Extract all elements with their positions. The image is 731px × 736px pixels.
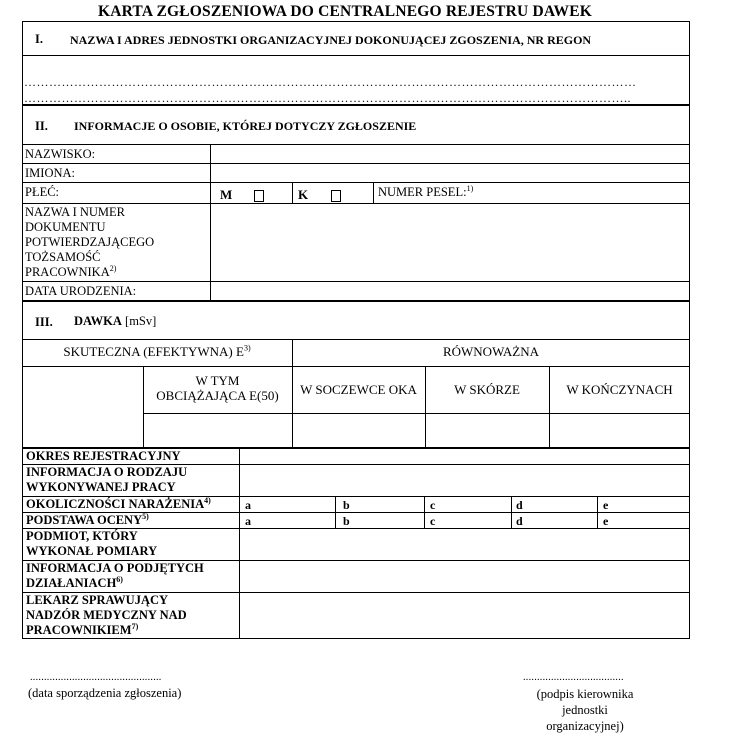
- sex-male-checkbox[interactable]: [254, 187, 264, 205]
- surname-label: NAZWISKO:: [25, 147, 96, 161]
- committed-dose-line: W TYM: [195, 373, 240, 388]
- assessment-basis-text: PODSTAWA OCENY: [26, 513, 143, 527]
- measurement-entity-label: [26, 529, 157, 559]
- pesel-footnote: 1): [466, 183, 474, 193]
- extremities-field[interactable]: [550, 414, 689, 447]
- medical-supervisor-footnote: 7): [131, 621, 139, 631]
- effective-dose-field[interactable]: [23, 367, 142, 447]
- actions-taken-field[interactable]: [240, 561, 689, 592]
- pesel-field[interactable]: [500, 183, 689, 202]
- exposure-option-e[interactable]: e: [603, 498, 609, 512]
- sex-female-label: K: [298, 187, 309, 202]
- measurement-entity-line: PODMIOT, KTÓRY: [26, 529, 138, 543]
- section-1-fill-line-1[interactable]: …………………………………………………………………………………………………………………………………: [24, 75, 637, 89]
- identity-document-line: PRACOWNIKA: [25, 265, 110, 279]
- basis-option-b[interactable]: b: [343, 514, 350, 528]
- work-type-line: INFORMACJA O RODZAJU: [26, 465, 188, 479]
- basis-option-a[interactable]: a: [245, 514, 251, 528]
- measurement-entity-field[interactable]: [240, 529, 689, 560]
- column-line: [335, 496, 336, 528]
- exposure-circumstances-text: OKOLICZNOŚCI NARAŻENIA: [26, 497, 205, 511]
- identity-document-line: POTWIERDZAJĄCEGO: [25, 235, 155, 249]
- work-type-line: WYKONYWANEJ PRACY: [26, 480, 176, 494]
- equivalent-dose-header: RÓWNOWAŻNA: [442, 344, 540, 359]
- identity-document-line: NAZWA I NUMER: [25, 205, 125, 219]
- medical-supervisor-line: LEKARZ SPRAWUJĄCY: [26, 593, 169, 607]
- date-signature-line[interactable]: ...............................................: [30, 672, 162, 683]
- exposure-circumstances-label: [26, 497, 211, 512]
- section-3-heading: [74, 314, 156, 329]
- section-1-number: I.: [35, 32, 43, 46]
- identity-document-footnote: 2): [109, 263, 117, 273]
- exposure-circumstances-footnote: 4): [204, 495, 211, 505]
- effective-dose-text: SKUTECZNA (EFEKTYWNA) E: [63, 344, 244, 359]
- medical-supervisor-field[interactable]: [240, 593, 689, 638]
- sex-female-checkbox[interactable]: [331, 187, 341, 205]
- manager-signature-line[interactable]: ....................................: [523, 672, 624, 683]
- form-title: KARTA ZGŁOSZENIOWA DO CENTRALNEGO REJESTRU DAWEK: [97, 3, 593, 20]
- effective-dose-header: [22, 344, 292, 360]
- sex-label: PŁEĆ:: [25, 185, 60, 199]
- surname-field[interactable]: [211, 145, 689, 163]
- pesel-label: [378, 185, 473, 199]
- column-line: [511, 496, 512, 528]
- eye-lens-field[interactable]: [293, 414, 424, 447]
- eye-lens-header: W SOCZEWCE OKA: [300, 382, 417, 397]
- pesel-label-text: NUMER PESEL:: [378, 185, 467, 199]
- manager-signature-line-1: (podpis kierownika: [536, 687, 634, 701]
- medical-supervisor-label: [26, 593, 187, 638]
- actions-taken-line: INFORMACJA O PODJĘTYCH: [26, 561, 204, 575]
- date-signature-caption: (data sporządzenia zgłoszenia): [28, 686, 182, 700]
- manager-signature-caption: [505, 686, 665, 734]
- assessment-basis-footnote: 5): [142, 511, 149, 521]
- identity-document-label: [25, 205, 154, 280]
- section-3-heading-text: DAWKA: [74, 314, 122, 328]
- row-line: [22, 339, 690, 340]
- first-names-field[interactable]: [211, 164, 689, 182]
- identity-document-field[interactable]: [211, 204, 689, 281]
- identity-document-line: TOŻSAMOŚĆ: [25, 250, 101, 264]
- manager-signature-line-3: organizacyjnej): [546, 719, 624, 733]
- column-line: [292, 182, 293, 203]
- actions-taken-footnote: 6): [116, 574, 123, 584]
- manager-signature-line-2: jednostki: [562, 703, 608, 717]
- section-3-number: III.: [35, 315, 53, 329]
- exposure-option-c[interactable]: c: [430, 498, 436, 512]
- exposure-option-d[interactable]: d: [516, 498, 523, 512]
- section-1-heading: NAZWA I ADRES JEDNOSTKI ORGANIZACYJNEJ DOKONUJĄCEJ ZGOSZENIA, NR REGON: [70, 33, 592, 47]
- exposure-option-a[interactable]: a: [245, 498, 251, 512]
- actions-taken-line: DZIAŁANIACH: [26, 576, 117, 590]
- work-type-label: [26, 465, 187, 495]
- section-2-number: II.: [35, 119, 48, 133]
- extremities-header: W KOŃCZYNACH: [566, 382, 673, 397]
- committed-dose-field[interactable]: [144, 414, 291, 447]
- assessment-basis-label: [26, 513, 149, 528]
- birth-date-field[interactable]: [211, 282, 689, 300]
- measurement-entity-line: WYKONAŁ POMIARY: [26, 544, 158, 558]
- sex-male-label: M: [220, 187, 233, 202]
- column-line: [424, 496, 425, 528]
- medical-supervisor-line: PRACOWNIKIEM: [26, 623, 132, 637]
- first-names-label: IMIONA:: [25, 166, 75, 180]
- identity-document-line: DOKUMENTU: [25, 220, 106, 234]
- medical-supervisor-line: NADZÓR MEDYCZNY NAD: [26, 608, 187, 622]
- section-1-fill-line-2[interactable]: ………………………………………………………………………………………………………………………………..: [24, 91, 631, 105]
- skin-header: W SKÓRZE: [454, 382, 520, 397]
- registration-period-field[interactable]: [240, 449, 689, 464]
- birth-date-label: DATA URODZENIA:: [25, 284, 137, 298]
- dose-unit: [mSv]: [125, 314, 157, 328]
- skin-field[interactable]: [426, 414, 548, 447]
- basis-option-e[interactable]: e: [603, 514, 609, 528]
- registration-period-label: OKRES REJESTRACYJNY: [26, 449, 181, 463]
- basis-option-c[interactable]: c: [430, 514, 436, 528]
- basis-option-d[interactable]: d: [516, 514, 523, 528]
- committed-dose-line: OBCIĄŻAJĄCA E(50): [156, 388, 279, 403]
- actions-taken-label: [26, 561, 204, 591]
- section-2-heading: INFORMACJE O OSOBIE, KTÓREJ DOTYCZY ZGŁOSZENIE: [74, 119, 417, 133]
- committed-dose-header: [143, 373, 292, 403]
- column-line: [373, 182, 374, 203]
- section-1-divider: [22, 55, 690, 56]
- work-type-field[interactable]: [240, 465, 689, 496]
- exposure-option-b[interactable]: b: [343, 498, 350, 512]
- effective-dose-footnote: 3): [243, 343, 251, 353]
- column-line: [597, 496, 598, 528]
